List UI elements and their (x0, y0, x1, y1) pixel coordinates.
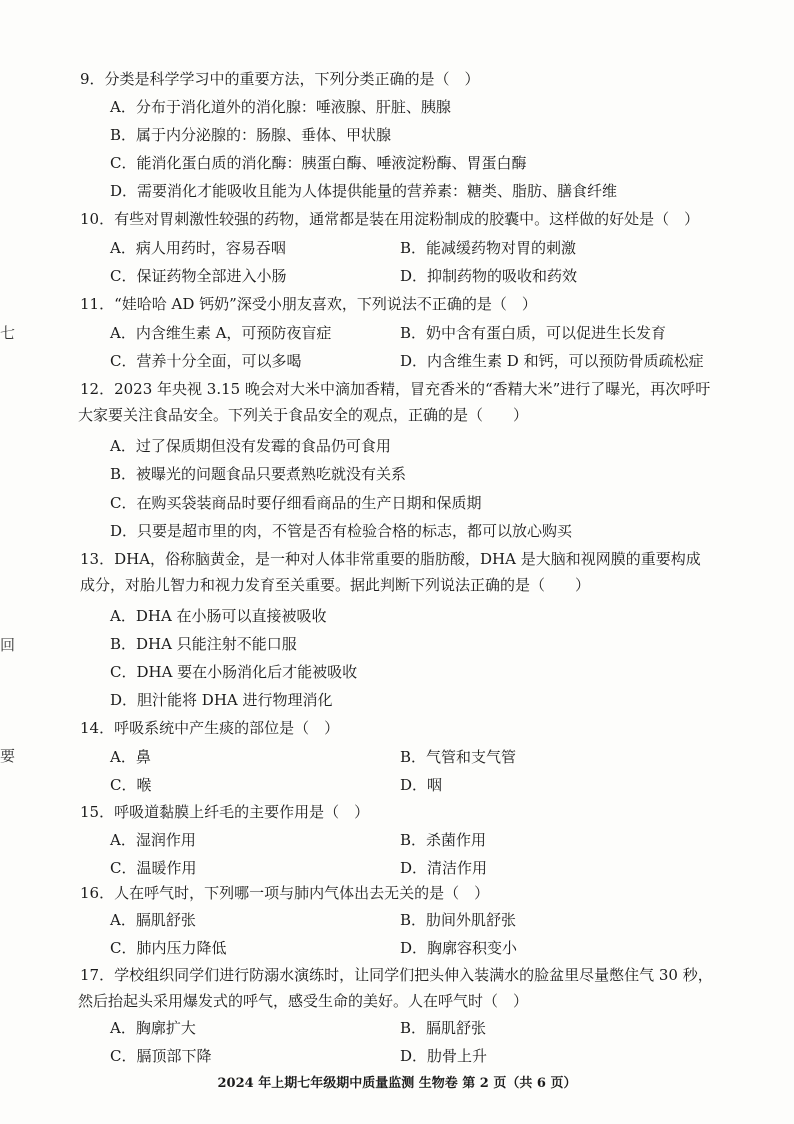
question-stem: 16．人在呼气时，下列哪一项与肺内气体出去无关的是（ ） (80, 884, 490, 902)
option: C．DHA 要在小肠消化后才能被吸收 (110, 663, 358, 681)
margin-mark: 回 (0, 636, 16, 654)
option: C．膈顶部下降 (110, 1047, 212, 1065)
question-stem (80, 546, 774, 598)
option: A．内含维生素 A，可预防夜盲症 (110, 324, 332, 342)
option: A．病人用药时，容易吞咽 (110, 239, 286, 257)
question-stem: 11．“娃哈哈 AD 钙奶”深受小朋友喜欢，下列说法不正确的是（ ） (80, 295, 537, 313)
option: B．奶中含有蛋白质，可以促进生长发育 (400, 324, 667, 342)
stem-line: 12．2023 年央视 3.15 晚会对大米中滴加香精，冒充香米的“香精大米”进行了曝光，再次呼吁 (80, 380, 711, 398)
margin-mark: 要 (0, 747, 16, 765)
option: A．过了保质期但没有发霉的食品仍可食用 (110, 437, 391, 455)
option: C．喉 (110, 776, 152, 794)
option: D．抑制药物的吸收和药效 (400, 267, 578, 285)
stem-line: 大家要关注食品安全。下列关于食品安全的观点，正确的是（ ） (78, 406, 529, 424)
option: D．肋骨上升 (400, 1047, 488, 1065)
option: B．DHA 只能注射不能口服 (110, 635, 297, 653)
question-stem (80, 962, 774, 1014)
option: D．胆汁能将 DHA 进行物理消化 (110, 691, 333, 709)
option: C．能消化蛋白质的消化酶：胰蛋白酶、唾液淀粉酶、胃蛋白酶 (110, 154, 527, 172)
option: B．杀菌作用 (400, 831, 487, 849)
question-stem (80, 376, 774, 428)
option: B．被曝光的问题食品只要煮熟吃就没有关系 (110, 465, 407, 483)
stem-line: 17．学校组织同学们进行防溺水演练时，让同学们把头伸入装满水的脸盆里尽量憋住气 30 秒， (80, 966, 713, 984)
question-stem: 10．有些对胃刺激性较强的药物，通常都是装在用淀粉制成的胶囊中。这样做的好处是（ ） (80, 210, 700, 228)
margin-mark: 七 (0, 324, 16, 342)
option: A．胸廓扩大 (110, 1019, 196, 1037)
option: D．清洁作用 (400, 859, 488, 877)
option: C．温暖作用 (110, 859, 197, 877)
option: D．咽 (400, 776, 443, 794)
option: C．保证药物全部进入小肠 (110, 267, 287, 285)
option: B．属于内分泌腺的：肠腺、垂体、甲状腺 (110, 126, 392, 144)
option: C．在购买袋装商品时要仔细看商品的生产日期和保质期 (110, 494, 482, 512)
option: B．肋间外肌舒张 (400, 911, 517, 929)
option: D．只要是超市里的肉，不管是否有检验合格的标志，都可以放心购买 (110, 522, 573, 540)
question-stem: 9．分类是科学学习中的重要方法，下列分类正确的是（ ） (80, 70, 480, 88)
option: D．需要消化才能吸收且能为人体提供能量的营养素：糖类、脂肪、膳食纤维 (110, 182, 618, 200)
question-stem: 14．呼吸系统中产生痰的部位是（ ） (80, 719, 340, 737)
option: B．能减缓药物对胃的刺激 (400, 239, 577, 257)
stem-line: 然后抬起头采用爆发式的呼气，感受生命的美好。人在呼气时（ ） (78, 992, 529, 1010)
option: A．鼻 (110, 748, 151, 766)
option: C．肺内压力降低 (110, 939, 227, 957)
option: A．湿润作用 (110, 831, 196, 849)
option: D．内含维生素 D 和钙，可以预防骨质疏松症 (400, 352, 704, 370)
option: A．DHA 在小肠可以直接被吸收 (110, 607, 327, 625)
option: C．营养十分全面，可以多喝 (110, 352, 302, 370)
page-footer: 2024 年上期七年级期中质量监测 生物卷 第 2 页（共 6 页） (217, 1076, 577, 1091)
question-stem: 15．呼吸道黏膜上纤毛的主要作用是（ ） (80, 803, 370, 821)
option: D．胸廓容积变小 (400, 939, 518, 957)
stem-line: 13．DHA，俗称脑黄金，是一种对人体非常重要的脂肪酸，DHA 是大脑和视网膜的重要构成 (80, 550, 701, 568)
option: B．气管和支气管 (400, 748, 517, 766)
option: A．膈肌舒张 (110, 911, 196, 929)
option: B．膈肌舒张 (400, 1019, 487, 1037)
stem-line: 成分，对胎儿智力和视力发育至关重要。据此判断下列说法正确的是（ ） (80, 576, 591, 594)
option: A．分布于消化道外的消化腺：唾液腺、肝脏、胰腺 (110, 98, 451, 116)
